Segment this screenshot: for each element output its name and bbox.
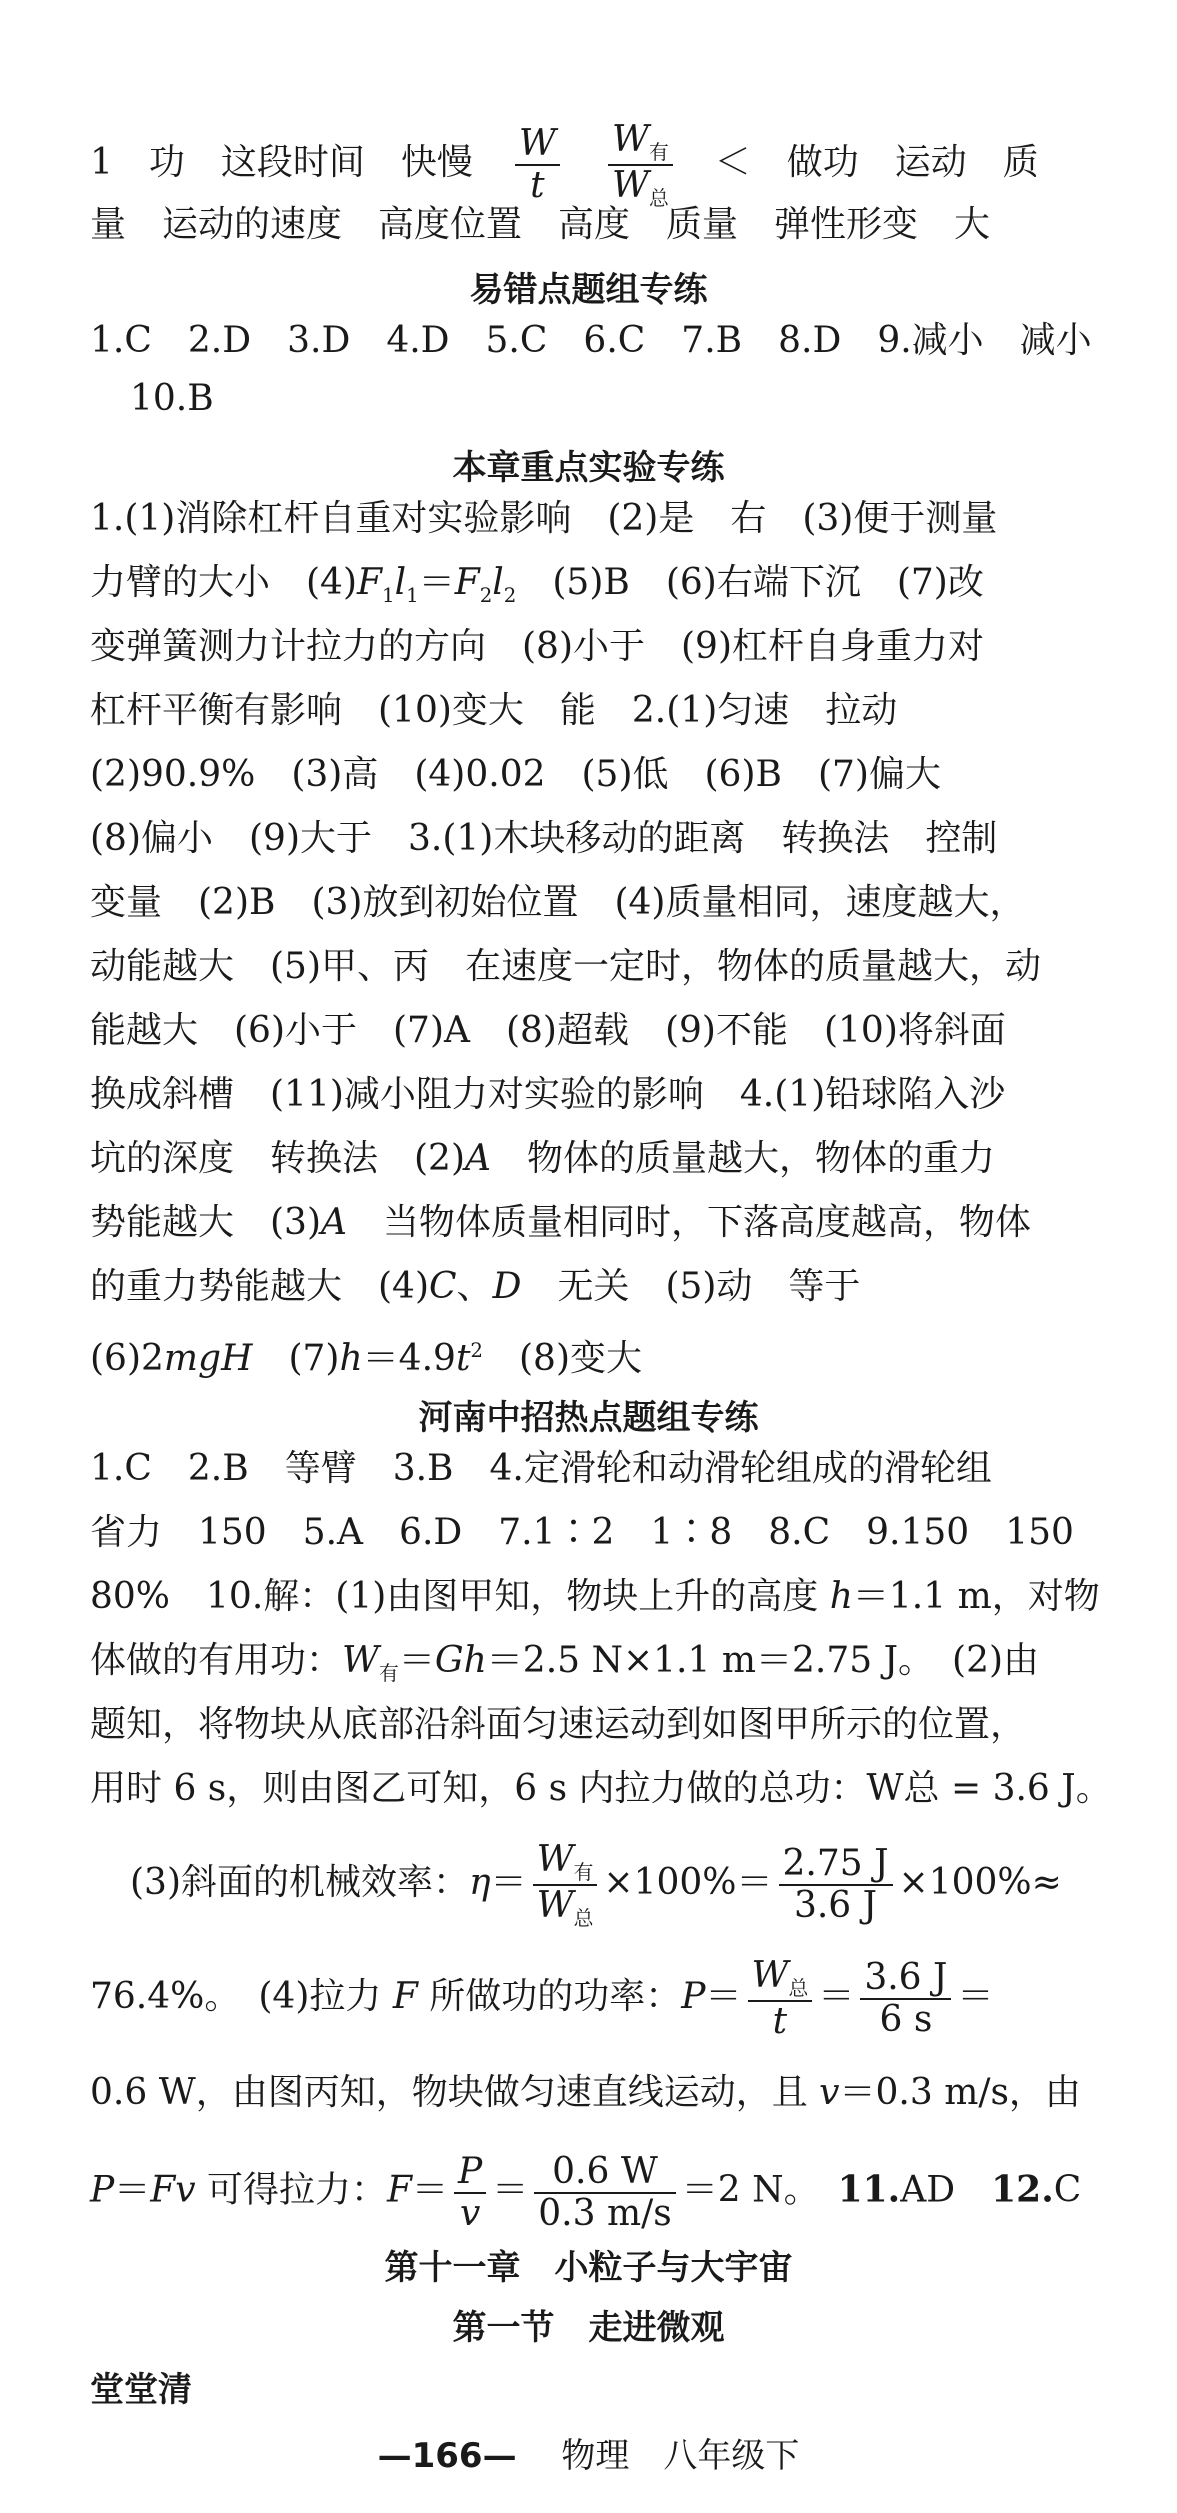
answer-line-1: 1 功 这段时间 快慢 $\frac{W}{t}$ $\frac{W_有}{W_总}$ ＜ 做功 运动 质 [90, 119, 1039, 211]
answer-line-force: P＝Fv 可得拉力：F＝ $\frac{P}{v}$ ＝ $\frac{0.6 W}{0.3 m/s}$ ＝2 N。 11.AD 12.C [90, 2151, 1082, 2234]
answer-line: 力臂的大小 $(4)F_1l_1=F_2l_2$ (5)B (6)右端下沉 (7)改 [90, 562, 984, 608]
answer-line-2: 量 运动的速度 高度位置 高度 质量 弹性形变 大 [90, 204, 991, 245]
answer-line: 80% 10.解：(1)由图甲知，物块上升的高度 h＝1.1 m，对物 [90, 1576, 1100, 1617]
answer-line: 的重力势能越大 (4)C、D 无关 (5)动 等于 [90, 1266, 861, 1307]
answer-line: 变量 (2)B (3)放到初始位置 (4)质量相同，速度越大， [90, 882, 1026, 923]
answer-line: 变弹簧测力计拉力的方向 (8)小于 (9)杠杆自身重力对 [90, 626, 984, 667]
answer-line: 题知，将物块从底部沿斜面匀速运动到如图甲所示的位置， [90, 1704, 1027, 1745]
answer-line: (8)偏小 (9)大于 3.(1)木块移动的距离 转换法 控制 [90, 818, 998, 859]
page-number: —166— [377, 2436, 517, 2476]
answer-line: 1.(1)消除杠杆自重对实验影响 (2)是 右 (3)便于测量 [90, 498, 998, 539]
answer-line: (2)90.9% (3)高 (4)0.02 (5)低 (6)B (7)偏大 [90, 754, 941, 795]
chapter-heading: 第十一章 小粒子与大宇宙 [384, 2248, 793, 2288]
answer-line: 杠杆平衡有影响 (10)变大 能 2.(1)匀速 拉动 [90, 690, 898, 731]
answer-line: 能越大 (6)小于 (7)A (8)超载 (9)不能 (10)将斜面 [90, 1010, 1006, 1051]
answer-line: 势能越大 (3)A 当物体质量相同时，下落高度越高，物体 [90, 1202, 1032, 1243]
answer-line: 1.C 2.D 3.D 4.D 5.C 6.C 7.B 8.D 9.减小 减小 [90, 320, 1092, 361]
section-heading: 易错点题组专练 [469, 270, 708, 310]
answer-line: 动能越大 (5)甲、丙 在速度一定时，物体的质量越大，动 [90, 946, 1041, 987]
subsection-heading: 堂堂清 [90, 2370, 192, 2410]
page-footer [0, 2428, 1177, 2477]
section-heading: 本章重点实验专练 [452, 448, 725, 488]
answer-line-efficiency: (3)斜面的机械效率：η＝ $\frac{W_有}{W_总}$ ×100%＝ $\frac{2.75 J}{3.6 J}$ ×100%≈ [130, 1839, 1062, 1931]
answer-line: 0.6 W，由图丙知，物块做匀速直线运动，且 v＝0.3 m/s，由 [90, 2072, 1081, 2113]
answer-line: 用时 6 s，则由图乙可知，6 s 内拉力做的总功：W总 = 3.6 J。 [90, 1768, 1112, 1809]
section-heading: 第一节 走进微观 [452, 2308, 725, 2348]
footer-subject: 物理 八年级下 [561, 2436, 800, 2476]
answer-line: (6)2mgH $(7)h=4.9t^2$ (8)变大 [90, 1338, 642, 1379]
fraction-w-t: $\frac{W}{t}$ [515, 124, 560, 205]
answer-line-power: 76.4%。 (4)拉力 F 所做功的功率：P＝ $\frac{W_总}{t}$ ＝ $\frac{3.6 J}{6 s}$ ＝ [90, 1955, 994, 2042]
answer-line: 省力 150 5.A 6.D 7.1∶2 1∶8 8.C 9.150 150 [90, 1512, 1074, 1553]
fraction-w-ratio: $\frac{W_有}{W_总}$ [608, 120, 673, 210]
section-heading: 河南中招热点题组专练 [418, 1398, 759, 1438]
answer-line: 体做的有用功：$W_有=Gh=2.5$ N×1.1 m＝2.75 J。 (2)由 [90, 1640, 1040, 1686]
answer-line: 换成斜槽 (11)减小阻力对实验的影响 4.(1)铅球陷入沙 [90, 1074, 1006, 1115]
answer-line: 10.B [130, 378, 214, 419]
answer-line: 坑的深度 转换法 (2)A 物体的质量越大，物体的重力 [90, 1138, 996, 1179]
answer-line: 1.C 2.B 等臂 3.B 4.定滑轮和动滑轮组成的滑轮组 [90, 1448, 992, 1489]
